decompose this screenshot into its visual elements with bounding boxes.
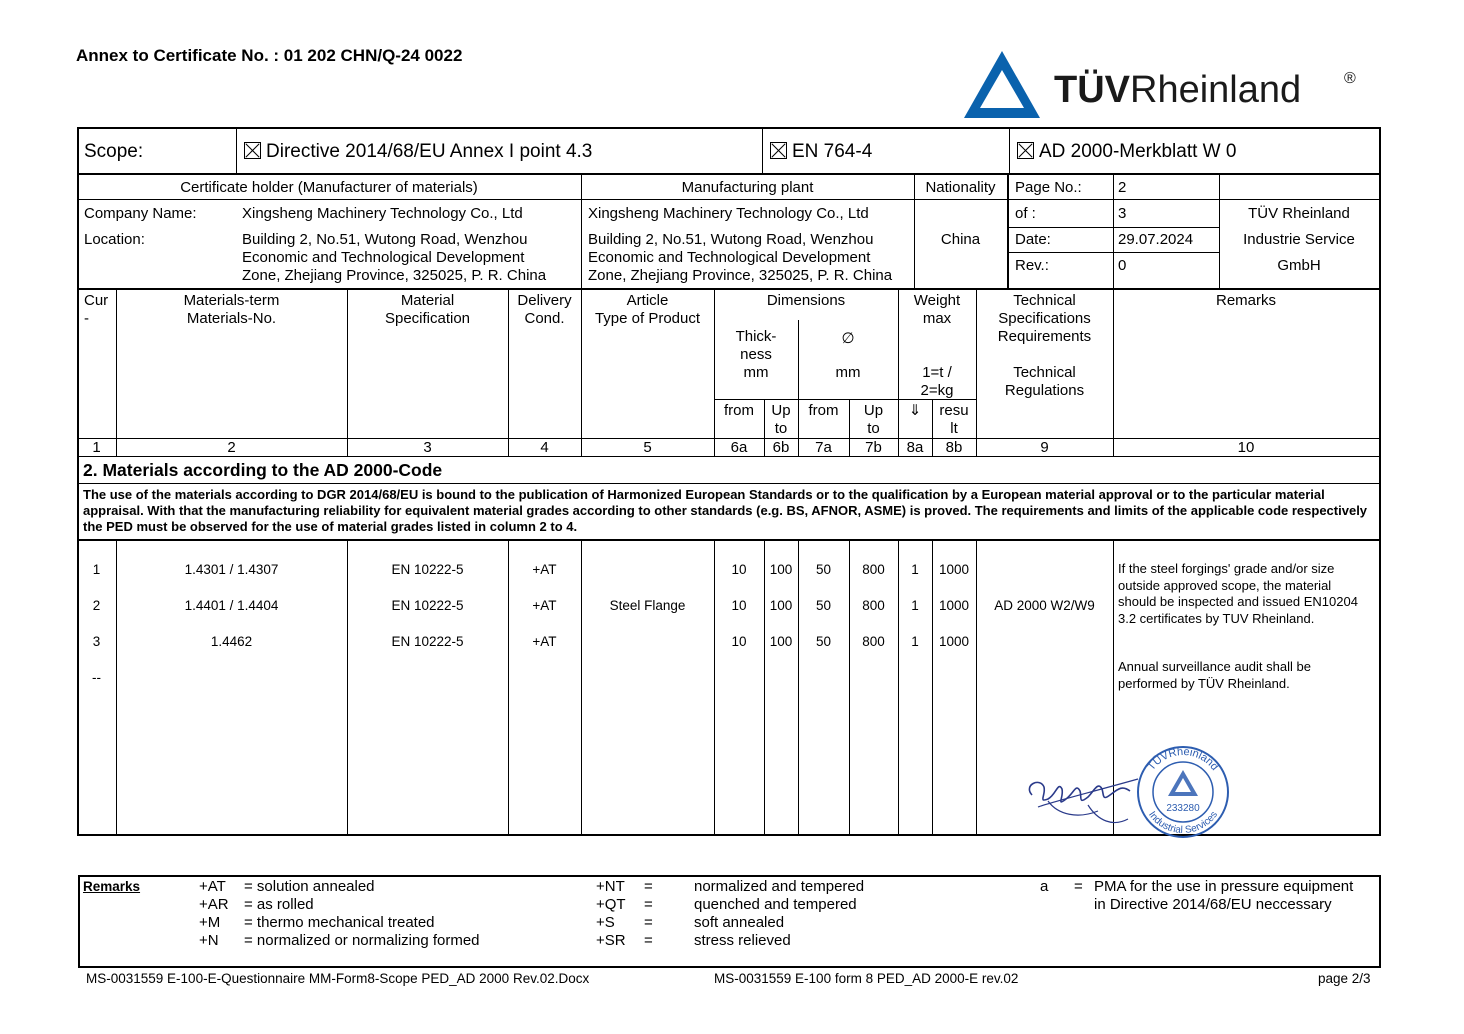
legend-key: +SR xyxy=(596,932,626,949)
legend-key: +S xyxy=(596,914,615,931)
footer-left: MS-0031559 E-100-E-Questionnaire MM-Form8-Scope PED_AD 2000 Rev.02.Docx xyxy=(86,971,590,986)
legend-value: quenched and tempered xyxy=(694,896,857,913)
of-label: of : xyxy=(1015,205,1036,222)
legend-eq: = xyxy=(644,932,653,949)
legend-key: +M xyxy=(199,914,221,931)
legend-value: soft annealed xyxy=(694,914,785,931)
issuer-line: GmbH xyxy=(1277,257,1321,274)
registered-mark: ® xyxy=(1344,70,1356,87)
legend-note-eq: = xyxy=(1074,878,1083,895)
thickness-from: from xyxy=(724,402,754,419)
plant-address-line: Economic and Technological Development xyxy=(588,249,871,266)
cell-material: 1.4301 / 1.4307 xyxy=(184,562,279,577)
checked-box-icon xyxy=(244,142,261,159)
col-materials-header: Materials-term xyxy=(183,292,280,309)
plant-address-line: Building 2, No.51, Wutong Road, Wenzhou xyxy=(588,231,874,248)
cell-weight-result: 1000 xyxy=(938,562,970,577)
legend-title: Remarks xyxy=(83,879,141,894)
col-number: 4 xyxy=(540,439,549,456)
address-line: Building 2, No.51, Wutong Road, Wenzhou xyxy=(242,231,528,248)
plant-name: Xingsheng Machinery Technology Co., Ltd xyxy=(588,205,869,222)
holder-header: Certificate holder (Manufacturer of materials) xyxy=(180,179,478,196)
nationality-header: Nationality xyxy=(925,179,996,196)
rev-label: Rev.: xyxy=(1015,257,1049,274)
cell-cur: 1 xyxy=(92,562,101,577)
col-materials-header: Materials-No. xyxy=(186,310,277,327)
checked-box-icon xyxy=(770,142,787,159)
cell-delivery: +AT xyxy=(532,634,557,649)
tuv-rheinland-logo xyxy=(962,48,1372,124)
col-spec-header: Material xyxy=(400,292,455,309)
cell-technical: AD 2000 W2/W9 xyxy=(994,598,1095,613)
legend-value: stress relieved xyxy=(694,932,791,949)
nationality-value: China xyxy=(940,231,981,248)
page-value: 2 xyxy=(1118,179,1127,196)
weight-result-header: resu xyxy=(939,402,969,419)
legend-value: normalized and tempered xyxy=(694,878,865,895)
tuv-triangle-icon xyxy=(962,48,1042,120)
col-number: 10 xyxy=(1237,439,1255,456)
legend-note: PMA for the use in pressure equipment xyxy=(1094,878,1354,895)
col-article-header: Article xyxy=(626,292,669,309)
weight-result-header: lt xyxy=(950,420,958,437)
svg-text:233280: 233280 xyxy=(1166,803,1200,814)
thickness-header: Thick- xyxy=(735,328,777,345)
cell-weight-unit: 1 xyxy=(911,562,919,577)
legend-key: +N xyxy=(199,932,219,949)
cell-diameter-to: 800 xyxy=(862,598,885,613)
footer-center: MS-0031559 E-100 form 8 PED_AD 2000-E rev.02 xyxy=(714,971,1019,986)
technical-regulations-header: Regulations xyxy=(1004,382,1085,399)
svg-text:Industrial Services: Industrial Services xyxy=(1146,809,1220,837)
signature xyxy=(1018,755,1148,830)
cell-cur: -- xyxy=(92,670,101,685)
legend-eq: = xyxy=(644,896,653,913)
brand-name-bold: TÜV xyxy=(1054,69,1130,111)
col-number: 6b xyxy=(772,439,790,456)
weight-header: max xyxy=(922,310,952,327)
page-label: Page No.: xyxy=(1015,179,1082,196)
diameter-from: from xyxy=(808,402,839,419)
company-name: Xingsheng Machinery Technology Co., Ltd xyxy=(242,205,523,222)
legend-eq: = xyxy=(644,878,653,895)
col-cur-header: Cur xyxy=(84,292,109,309)
cell-diameter-to: 800 xyxy=(862,634,885,649)
cell-thickness-from: 10 xyxy=(731,598,747,613)
date-value: 29.07.2024 xyxy=(1118,231,1194,248)
col-spec-header: Specification xyxy=(384,310,471,327)
thickness-upto: Up xyxy=(771,402,791,419)
remarks-text: If the steel forgings' grade and/or size outside approved scope, the material should be inspected and issued EN10204 3.2 certificates by TUV Rheinland. xyxy=(1118,561,1358,626)
col-number: 8a xyxy=(906,439,924,456)
address-line: Zone, Zhejiang Province, 325025, P. R. China xyxy=(242,267,547,284)
col-number: 2 xyxy=(227,439,236,456)
thickness-upto: to xyxy=(774,420,788,437)
section-title: 2. Materials according to the AD 2000-Code xyxy=(83,460,443,480)
cell-diameter-from: 50 xyxy=(815,598,832,613)
col-cur-header-dash: - xyxy=(84,310,89,327)
page-indicator: page 2/3 xyxy=(1318,971,1371,986)
weight-unit: 2=kg xyxy=(920,382,954,399)
col-article-header: Type of Product xyxy=(594,310,701,327)
weight-header: Weight xyxy=(913,292,961,309)
legend-eq: = xyxy=(644,914,653,931)
legend-value: = as rolled xyxy=(244,896,314,913)
col-number: 5 xyxy=(643,439,652,456)
scope-item-ad2000: AD 2000-Merkblatt W 0 xyxy=(1017,141,1236,163)
cell-delivery: +AT xyxy=(532,562,557,577)
issuer-line: Industrie Service xyxy=(1243,231,1355,248)
cell-thickness-from: 10 xyxy=(731,562,747,577)
cell-thickness-to: 100 xyxy=(769,634,793,649)
company-label: Company Name: xyxy=(84,205,197,222)
legend-value: = solution annealed xyxy=(244,878,375,895)
col-delivery-header: Delivery xyxy=(517,292,572,309)
thickness-header: ness xyxy=(740,346,772,363)
rev-value: 0 xyxy=(1118,257,1127,274)
diameter-unit: mm xyxy=(835,364,861,381)
col-number: 7a xyxy=(815,439,832,456)
cell-weight-unit: 1 xyxy=(911,634,919,649)
issuer-line: TÜV Rheinland xyxy=(1248,205,1350,222)
cell-weight-unit: 1 xyxy=(911,598,919,613)
cell-article: Steel Flange xyxy=(609,598,686,613)
col-number: 1 xyxy=(92,439,101,456)
legend-value: = normalized or normalizing formed xyxy=(244,932,480,949)
col-dimensions-header: Dimensions xyxy=(766,292,846,309)
cell-spec: EN 10222-5 xyxy=(391,634,464,649)
cell-material: 1.4462 xyxy=(210,634,253,649)
col-number: 8b xyxy=(945,439,963,456)
plant-header: Manufacturing plant xyxy=(681,179,814,196)
remarks-text: Annual surveillance audit shall be performed by TÜV Rheinland. xyxy=(1118,659,1311,691)
diameter-upto: Up xyxy=(863,402,884,419)
cell-thickness-to: 100 xyxy=(769,598,793,613)
cell-diameter-from: 50 xyxy=(815,562,832,577)
location-label: Location: xyxy=(84,231,145,248)
svg-text:TÜVRheinland: TÜVRheinland xyxy=(1145,745,1221,773)
scope-label: Scope: xyxy=(84,141,144,162)
down-arrow-icon: ⇓ xyxy=(908,402,922,419)
legend-note-key: a xyxy=(1040,878,1049,895)
brand-name-regular: Rheinland xyxy=(1130,69,1302,111)
cell-diameter-to: 800 xyxy=(862,562,885,577)
col-delivery-header: Cond. xyxy=(524,310,565,327)
legend-note: in Directive 2014/68/EU neccessary xyxy=(1094,896,1332,913)
plant-address-line: Zone, Zhejiang Province, 325025, P. R. China xyxy=(588,267,893,284)
scope-item-en764: EN 764-4 xyxy=(770,141,872,163)
cell-weight-result: 1000 xyxy=(938,634,970,649)
col-number: 9 xyxy=(1040,439,1049,456)
cell-diameter-from: 50 xyxy=(815,634,832,649)
cell-material: 1.4401 / 1.4404 xyxy=(184,598,279,613)
date-label: Date: xyxy=(1015,231,1051,248)
address-line: Economic and Technological Development xyxy=(242,249,525,266)
cell-spec: EN 10222-5 xyxy=(391,562,464,577)
scope-item-directive: Directive 2014/68/EU Annex I point 4.3 xyxy=(244,141,592,163)
cell-thickness-to: 100 xyxy=(769,562,793,577)
legend-value: = thermo mechanical treated xyxy=(244,914,435,931)
legend-key: +NT xyxy=(596,878,625,895)
remarks-header: Remarks xyxy=(1215,292,1276,309)
weight-unit: 1=t / xyxy=(922,364,952,381)
cell-weight-result: 1000 xyxy=(938,598,970,613)
legend-key: +AR xyxy=(199,896,229,913)
technical-header: Specifications xyxy=(998,310,1091,327)
cell-cur: 2 xyxy=(92,598,101,613)
tuv-stamp xyxy=(1132,740,1234,838)
col-number: 3 xyxy=(423,439,432,456)
technical-header: Requirements xyxy=(997,328,1092,345)
of-value: 3 xyxy=(1118,205,1127,222)
technical-header: Technical xyxy=(1013,292,1076,309)
col-number: 6a xyxy=(730,439,748,456)
thickness-unit: mm xyxy=(743,364,769,381)
technical-regulations-header: Technical xyxy=(1013,364,1076,381)
section-paragraph: The use of the materials according to DGR 2014/68/EU is bound to the publication of Harmonized European Standards or to the qualification by a European material approval or to the particular material appraisal. With that the manufacturing reliability for equivalent material grades according to other standards (e.g. BS, AFNOR, ASME) is proved. The requirements and limits of the applicable code respectively the PED must be observed for the use of material grades listed in column 2 to 4. xyxy=(83,487,1368,534)
col-number: 7b xyxy=(865,439,882,456)
legend-key: +QT xyxy=(596,896,626,913)
checked-box-icon xyxy=(1017,142,1034,159)
cell-thickness-from: 10 xyxy=(731,634,747,649)
annex-title: Annex to Certificate No. : 01 202 CHN/Q-24 0022 xyxy=(76,46,463,65)
cell-cur: 3 xyxy=(92,634,101,649)
diameter-upto: to xyxy=(867,420,880,437)
cell-spec: EN 10222-5 xyxy=(391,598,464,613)
legend-key: +AT xyxy=(199,878,226,895)
diameter-icon: ∅ xyxy=(841,330,855,347)
cell-delivery: +AT xyxy=(532,598,557,613)
